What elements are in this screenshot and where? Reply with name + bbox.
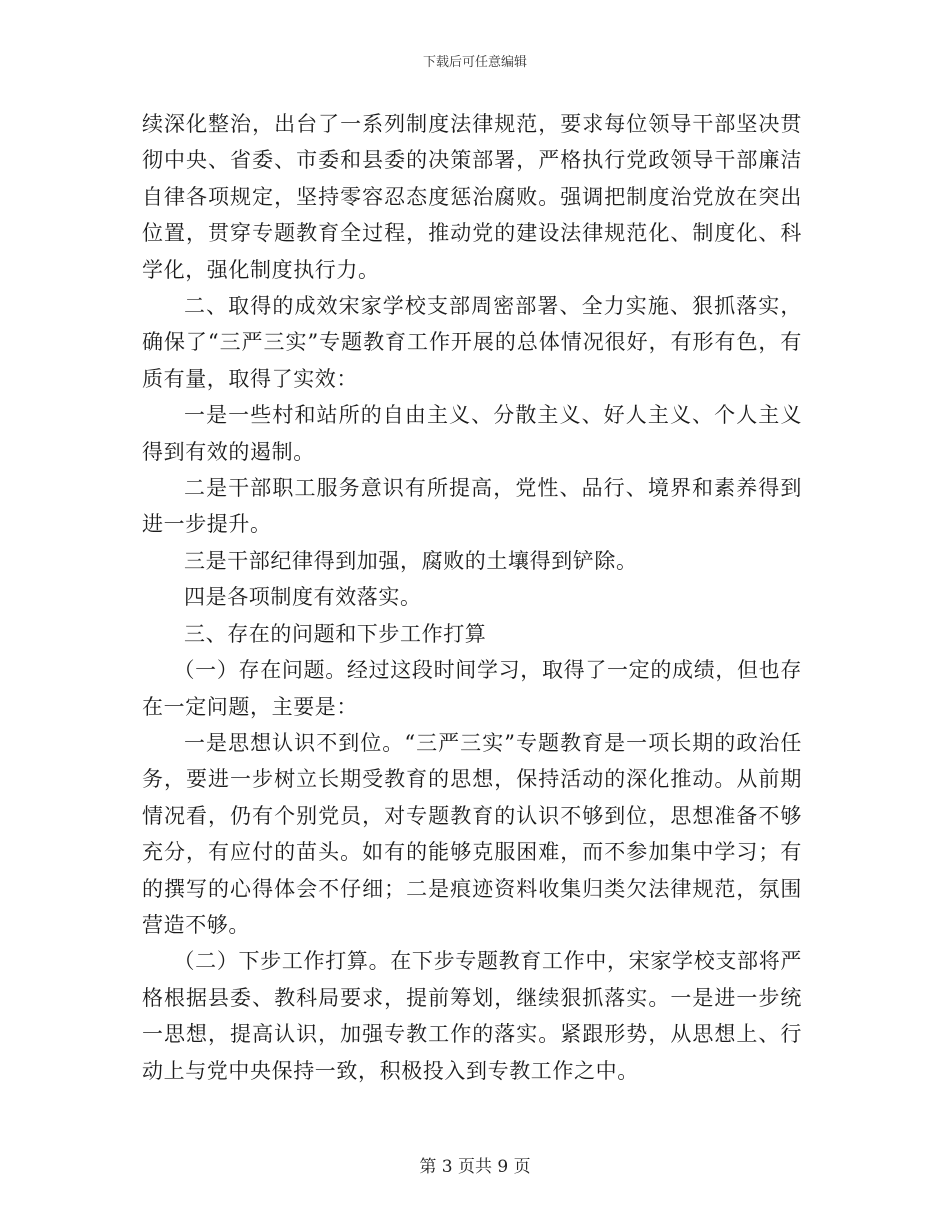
- paragraph-continuation: 续深化整治，出台了一系列制度法律规范，要求每位领导干部坚决贯彻中央、省委、市委和县委的决策部署，严格执行党政领导干部廉洁自律各项规定，坚持零容忍态度惩治腐败。强调把制度治党放在突出位置，贯穿专题教育全过程，推动党的建设法律规范化、制度化、科学化，强化制度执行力。: [142, 112, 802, 282]
- paragraph-next-steps: （二）下步工作打算。在下步专题教育工作中，宋家学校支部将严格根据县委、教科局要求，提前筹划，继续狠抓落实。一是进一步统一思想，提高认识，加强专教工作的落实。紧跟形势，从思想上、行动上与党中央保持一致，积极投入到专教工作之中。: [142, 949, 802, 1083]
- paragraph-result-one: 一是一些村和站所的自由主义、分散主义、好人主义、个人主义得到有效的遏制。: [142, 403, 802, 464]
- paragraph-section-three: 三、存在的问题和下步工作打算: [184, 621, 487, 646]
- paragraph-result-three: 三是干部纪律得到加强，腐败的土壤得到铲除。: [184, 548, 638, 573]
- paragraph-result-two: 二是干部职工服务意识有所提高，党性、品行、境界和素养得到进一步提升。: [142, 476, 802, 537]
- page-number: 第 3 页共 9 页: [419, 1157, 531, 1177]
- paragraph-problem-detail: 一是思想认识不到位。“三严三实”专题教育是一项长期的政治任务，要进一步树立长期受教育的思想，保持活动的深化推动。从前期情况看，仍有个别党员，对专题教育的认识不够到位，思想准备不够充分，有应付的苗头。如有的能够克服困难，而不参加集中学习；有的撰写的心得体会不仔细；二是痕迹资料收集归类欠法律规范，氛围营造不够。: [142, 730, 802, 937]
- paragraph-section-two: 二、取得的成效宋家学校支部周密部署、全力实施、狠抓落实，确保了“三严三实”专题教育工作开展的总体情况很好，有形有色，有质有量，取得了实效：: [142, 294, 802, 391]
- paragraph-result-four: 四是各项制度有效落实。: [184, 585, 422, 610]
- page-header: 下载后可任意编辑: [422, 55, 527, 70]
- document-body: [142, 106, 802, 1089]
- paragraph-problems: （一）存在问题。经过这段时间学习，取得了一定的成绩，但也存在一定问题，主要是：: [142, 658, 802, 719]
